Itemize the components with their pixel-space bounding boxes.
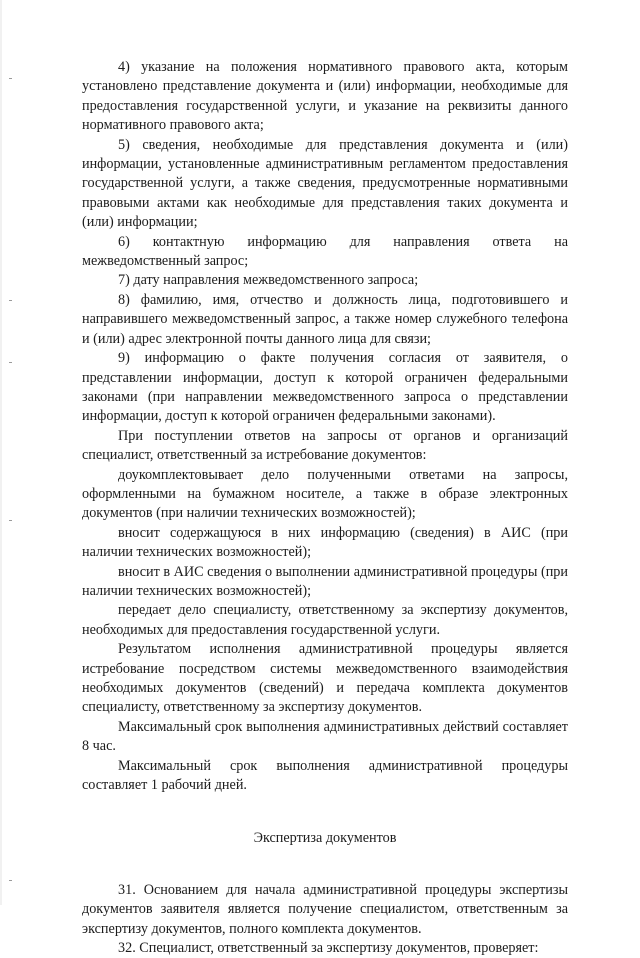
paragraph-31: 31. Основанием для начала административной процедуры экспертизы документов заявителя является получение специалистом, ответственным за экспертизу документов, полного комплекта документов. (82, 881, 568, 937)
margin-tick (9, 520, 12, 521)
paragraph-enter-info: вносит содержащуюся в них информацию (сведения) в АИС (при наличии технических возможностей); (82, 524, 568, 561)
paragraph-max-actions: Максимальный срок выполнения административных действий составляет 8 час. (82, 718, 568, 755)
paragraph-enter-procedure: вносит в АИС сведения о выполнении административной процедуры (при наличии технических возможностей); (82, 563, 568, 599)
paragraph-item-8: 8) фамилию, имя, отчество и должность лица, подготовившего и направившего межведомственный запрос, а также номер служебного телефона и (или) адрес электронной почты данного лица для связи; (82, 291, 568, 347)
paragraph-32: 32. Специалист, ответственный за экспертизу документов, проверяет: (118, 940, 539, 957)
paragraph-max-procedure: Максимальный срок выполнения административной процедуры составляет 1 рабочий дней. (82, 757, 568, 794)
margin-tick (9, 362, 12, 363)
paragraph-item-4: 4) указание на положения нормативного правового акта, которым установлено представление документа и (или) информации, необходимые для предоставления государственной услуги, и указание на реквизиты данного нормативного правового акта; (82, 59, 568, 134)
scan-edge (0, 0, 2, 905)
paragraph-item-5: 5) сведения, необходимые для представления документа и (или) информации, установленные административным регламентом предоставления государственной услуги, а также сведения, предусмотренные нормативными правовыми актами как необходимые для представления таких документа и (или) информации; (82, 136, 568, 231)
paragraph-result: Результатом исполнения административной процедуры является истребование посредством системы межведомственного взаимодействия необходимых документов (сведений) и передача комплекта документов специалисту, ответственному за экспертизу документов. (82, 641, 568, 716)
paragraph-responses: При поступлении ответов на запросы от органов и организаций специалист, ответственный за истребование документов: (82, 427, 568, 464)
paragraph-complete-file: доукомплектовывает дело полученными ответами на запросы, оформленными на бумажном носителе, а также в образе электронных документов (при наличии технических возможностей); (82, 466, 568, 522)
paragraph-transfer: передает дело специалисту, ответственному за экспертизу документов, необходимых для предоставления государственной услуги. (82, 602, 568, 638)
margin-tick (9, 78, 12, 79)
paragraph-item-6: 6) контактную информацию для направления ответа на межведомственный запрос; (82, 233, 568, 270)
margin-tick (9, 300, 12, 301)
paragraph-item-9: 9) информацию о факте получения согласия от заявителя, о представлении информации, доступ к которой ограничен федеральными законами (при направлении межведомственного запроса о представлении информации, доступ к которой ограничен федеральными законами). (82, 350, 568, 425)
document-page (82, 58, 568, 958)
paragraph-item-7: 7) дату направления межведомственного запроса; (118, 272, 419, 289)
section-title: Экспертиза документов (253, 830, 397, 847)
margin-tick (9, 880, 12, 881)
